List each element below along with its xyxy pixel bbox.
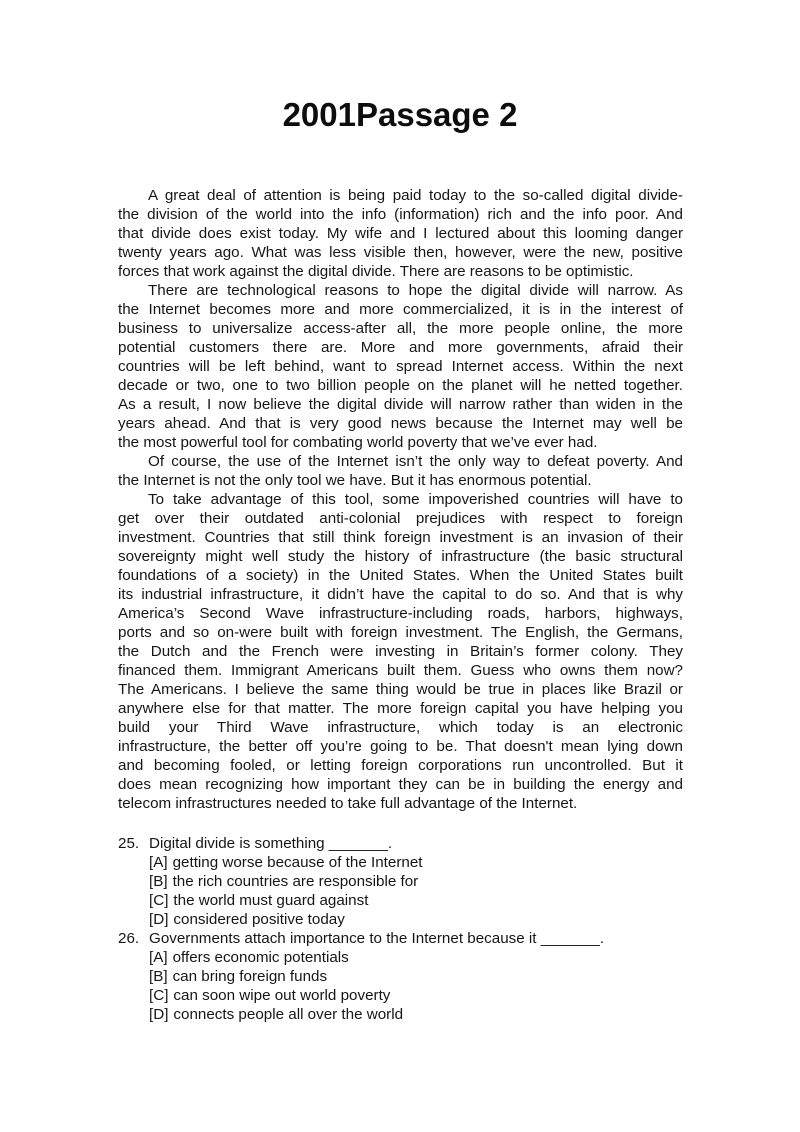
question-option [118, 853, 683, 872]
passage-line: Of course, the use of the Internet isn’t the only way to defeat poverty. And [148, 453, 683, 470]
question-option [118, 872, 683, 891]
question-option [118, 910, 683, 929]
option-text: the world must guard against [173, 892, 369, 909]
passage-line: the most powerful tool for combating world poverty that we’ve ever had. [118, 434, 598, 451]
passage-body [118, 186, 683, 813]
passage-line: its industrial infrastructure, it didn’t have the capital to do so. And that is why [118, 586, 683, 603]
option-label: [B] [149, 873, 168, 890]
passage-line: financed them. Immigrant Americans built them. Guess who owns them now? [118, 662, 683, 679]
option-text: offers economic potentials [172, 949, 349, 966]
option-text: the rich countries are responsible for [172, 873, 419, 890]
passage-line: years ahead. And that is very good news because the Internet may well be [118, 415, 683, 432]
option-label: [D] [149, 911, 169, 928]
paragraph [118, 186, 683, 281]
passage-line: sovereignty might well study the history of infrastructure (the basic structural [118, 548, 683, 565]
passage-line: build your Third Wave infrastructure, which today is an electronic [118, 719, 683, 736]
question-option [118, 1005, 683, 1024]
question-number: 26. [118, 930, 140, 947]
question-option [118, 967, 683, 986]
passage-line: forces that work against the digital divide. There are reasons to be optimistic. [118, 263, 634, 280]
option-label: [D] [149, 1006, 169, 1023]
question [118, 834, 683, 929]
passage-line: decade or two, one to two billion people on the planet will he netted together. [118, 377, 683, 394]
passage-line: A great deal of attention is being paid today to the so-called digital divide- [148, 187, 683, 204]
question-option [118, 986, 683, 1005]
passage-line: twenty years ago. What was less visible then, however, were the new, positive [118, 244, 683, 261]
paragraph [118, 452, 683, 490]
page-title: 2001Passage 2 [282, 96, 518, 133]
questions-section [118, 834, 683, 1024]
passage-line: telecom infrastructures needed to take full advantage of the Internet. [118, 795, 578, 812]
question [118, 929, 683, 1024]
option-label: [A] [149, 854, 168, 871]
passage-line: the Internet is not the only tool we have. But it has enormous potential. [118, 472, 592, 489]
passage-line: that divide does exist today. My wife and I lectured about this looming danger [118, 225, 683, 242]
passage-line: anywhere else for that matter. The more foreign capital you have helping you [118, 700, 683, 717]
paragraph [118, 281, 683, 452]
passage-line: potential customers there are. More and more governments, afraid their [118, 339, 683, 356]
option-label: [B] [149, 968, 168, 985]
option-text: can bring foreign funds [172, 968, 328, 985]
passage-line: the Internet becomes more and more commercialized, it is in the interest of [118, 301, 683, 318]
option-label: [A] [149, 949, 168, 966]
question-text: Governments attach importance to the Internet because it _______. [149, 930, 605, 947]
passage-line: get over their outdated anti-colonial prejudices with respect to foreign [118, 510, 683, 527]
option-text: connects people all over the world [173, 1006, 404, 1023]
option-text: getting worse because of the Internet [172, 854, 423, 871]
passage-line: America’s Second Wave infrastructure-including roads, harbors, highways, [118, 605, 683, 622]
passage-line: business to universalize access-after all, the more people online, the more [118, 320, 683, 337]
passage-line: infrastructure, the better off you’re going to be. That doesn't mean lying down [118, 738, 683, 755]
question-option [118, 948, 683, 967]
passage-line: the division of the world into the info (information) rich and the info poor. And [118, 206, 683, 223]
passage-line: foundations of a society) in the United States. When the United States built [118, 567, 683, 584]
paragraph [118, 490, 683, 813]
passage-line: ports and so on-were built with foreign investment. The English, the Germans, [118, 624, 683, 641]
option-text: can soon wipe out world poverty [173, 987, 391, 1004]
passage-line: To take advantage of this tool, some impoverished countries will have to [148, 491, 683, 508]
passage-line: countries will be left behind, want to spread Internet access. Within the next [118, 358, 683, 375]
option-label: [C] [149, 892, 169, 909]
passage-line: There are technological reasons to hope the digital divide will narrow. As [148, 282, 683, 299]
passage-line: does mean recognizing how important they can be in building the energy and [118, 776, 683, 793]
option-label: [C] [149, 987, 169, 1004]
question-text: Digital divide is something _______. [149, 835, 393, 852]
passage-line: the Dutch and the French were investing in Britain’s former colony. They [118, 643, 683, 660]
passage-line: and becoming fooled, or letting foreign corporations run uncontrolled. But it [118, 757, 683, 774]
question-number: 25. [118, 835, 140, 852]
question-option [118, 891, 683, 910]
passage-line: investment. Countries that still think foreign investment is an invasion of their [118, 529, 683, 546]
passage-line: As a result, I now believe the digital divide will narrow rather than widen in the [118, 396, 683, 413]
passage-line: The Americans. I believe the same thing would be true in places like Brazil or [118, 681, 683, 698]
option-text: considered positive today [173, 911, 345, 928]
